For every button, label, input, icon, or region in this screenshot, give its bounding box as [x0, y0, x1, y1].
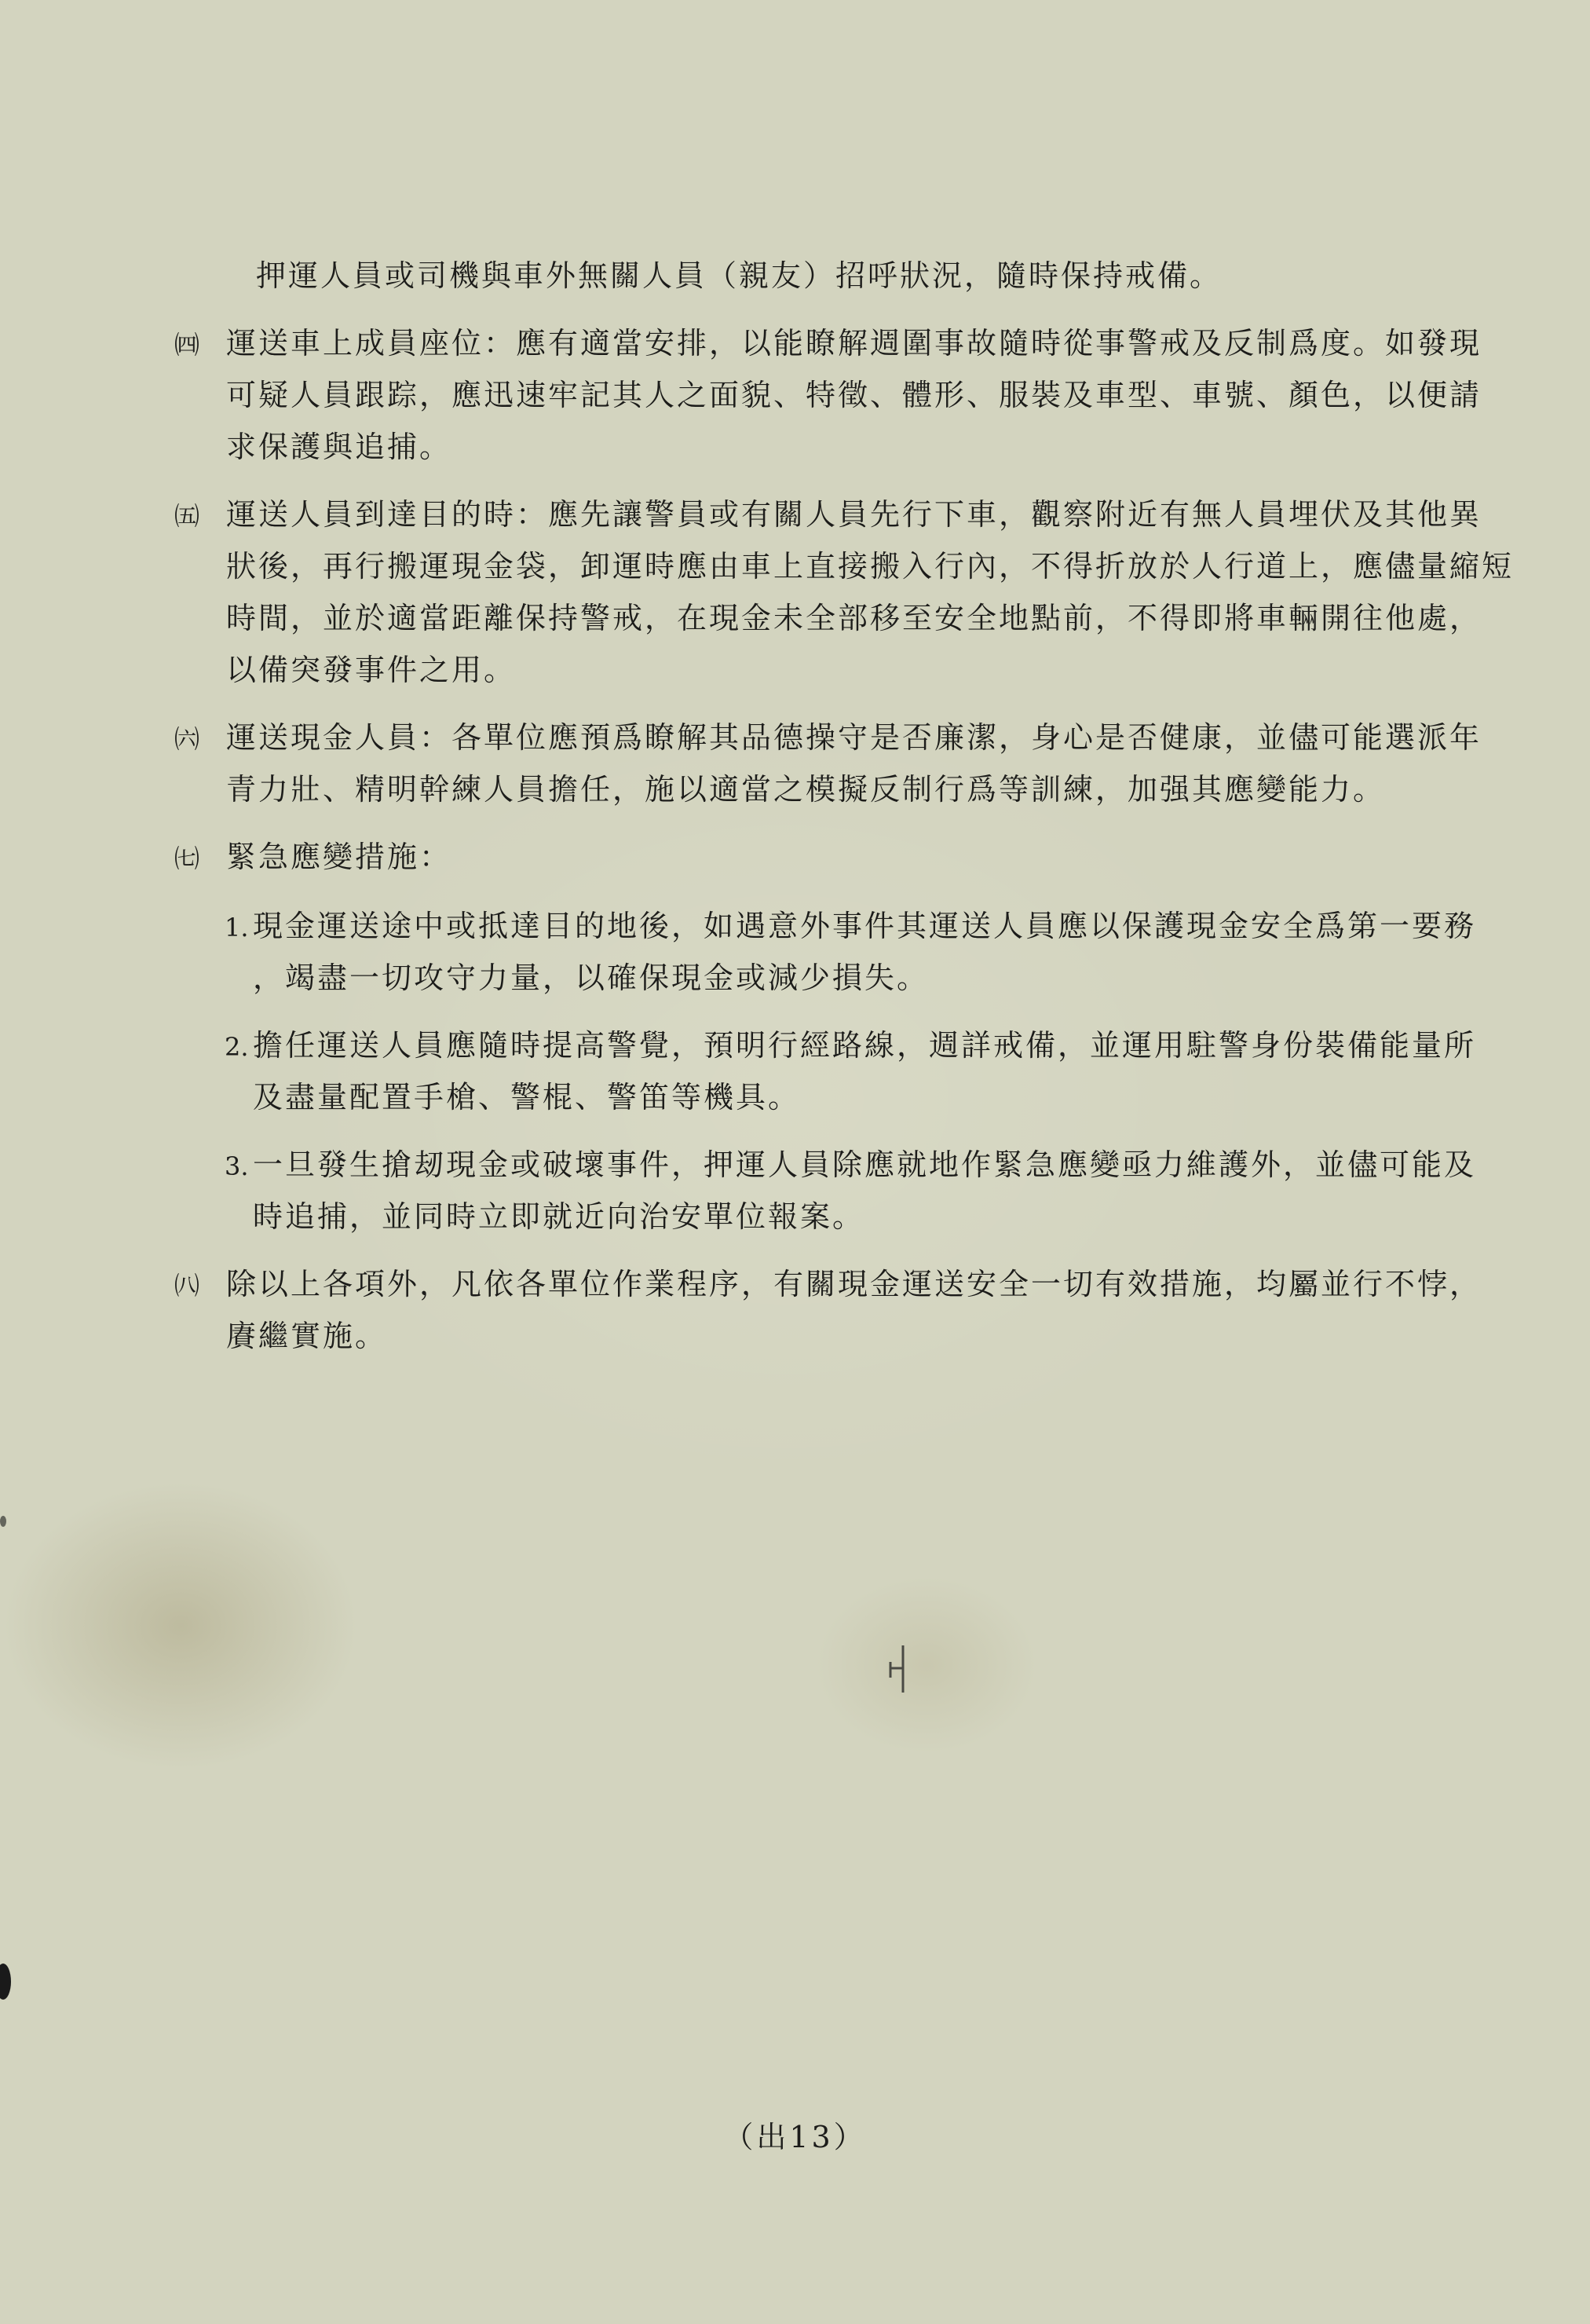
section-marker: ㈥ [174, 724, 200, 754]
section-item-5 [157, 489, 1515, 696]
subitem-text [253, 1019, 1476, 1123]
section-text [226, 831, 1476, 883]
continuation-paragraph [157, 250, 1476, 302]
text-line: 運送現金人員：各單位應預爲瞭解其品德操守是否廉潔，身心是否健康，並儘可能選派年 [226, 720, 1482, 755]
text-line: 擔任運送人員應隨時提高警覺，預明行經路線，週詳戒備，並運用駐警身份裝備能量所 [253, 1028, 1477, 1063]
section-text [226, 317, 1482, 473]
subitem-2 [157, 1019, 1476, 1123]
text-line: 狀後，再行搬運現金袋，卸運時應由車上直接搬入行內，不得折放於人行道上，應儘量縮短 [226, 549, 1515, 584]
section-text [226, 1258, 1482, 1362]
subitem-marker: 1. [225, 913, 249, 942]
text-line: 運送人員到達目的時：應先讓警員或有關人員先行下車，觀察附近有無人員埋伏及其他異 [226, 497, 1482, 532]
subitem-3 [157, 1139, 1476, 1243]
text-line: 及盡量配置手槍、警棍、警笛等機具。 [253, 1080, 801, 1114]
section-item-4 [157, 317, 1482, 473]
edge-speck [0, 1516, 6, 1527]
subitem-marker: 2. [225, 1032, 249, 1062]
faint-page-mark [887, 1641, 919, 1696]
subitem-marker: 3. [225, 1151, 249, 1181]
text-line: 可疑人員跟踪，應迅速牢記其人之面貌、特徵、體形、服裝及車型、車號、顏色，以便請 [226, 378, 1482, 412]
text-line: 以備突發事件之用。 [226, 653, 517, 687]
text-line: 青力壯、精明幹練人員擔任，施以適當之模擬反制行爲等訓練，加强其應變能力。 [226, 772, 1386, 807]
text-line: 除以上各項外，凡依各單位作業程序，有關現金運送安全一切有效措施，均屬並行不悖， [226, 1267, 1482, 1301]
section-marker: ㈤ [174, 501, 200, 531]
section-item-7 [157, 831, 1476, 884]
text-line: 求保護與追捕。 [226, 430, 452, 464]
text-line: 現金運送途中或抵達目的地後，如遇意外事件其運送人員應以保護現金安全爲第一要務 [253, 909, 1477, 943]
section-item-6 [157, 712, 1482, 815]
subitem-1 [157, 900, 1476, 1004]
section-text [226, 489, 1514, 696]
text-line: 時追捕，並同時立即就近向治安單位報案。 [253, 1199, 865, 1234]
section-marker: ㈣ [174, 330, 200, 360]
page-number: （出13） [723, 2120, 867, 2154]
text-line: 賡繼實施。 [226, 1319, 388, 1353]
document-body [157, 250, 1515, 1362]
text-line: 時間，並於適當距離保持警戒，在現金未全部移至安全地點前，不得即將車輛開往他處， [226, 601, 1482, 635]
section-text [226, 712, 1482, 815]
subitem-text [253, 1139, 1476, 1243]
text-line: 押運人員或司機與車外無關人員（親友）招呼狀況，隨時保持戒備。 [256, 258, 1223, 293]
section-item-8 [157, 1258, 1482, 1362]
subitem-text [253, 900, 1476, 1004]
section-marker: ㈦ [174, 844, 200, 873]
text-line: 一旦發生搶刼現金或破壞事件，押運人員除應就地作緊急應變亟力維護外，並儘可能及 [253, 1147, 1477, 1182]
text-line: 緊急應變措施： [226, 840, 452, 874]
text-line: 運送車上成員座位：應有適當安排，以能瞭解週圍事故隨時從事警戒及反制爲度。如發現 [226, 326, 1482, 360]
text-line: ，竭盡一切攻守力量，以確保現金或減少損失。 [253, 961, 930, 995]
section-marker: ㈧ [174, 1271, 200, 1301]
